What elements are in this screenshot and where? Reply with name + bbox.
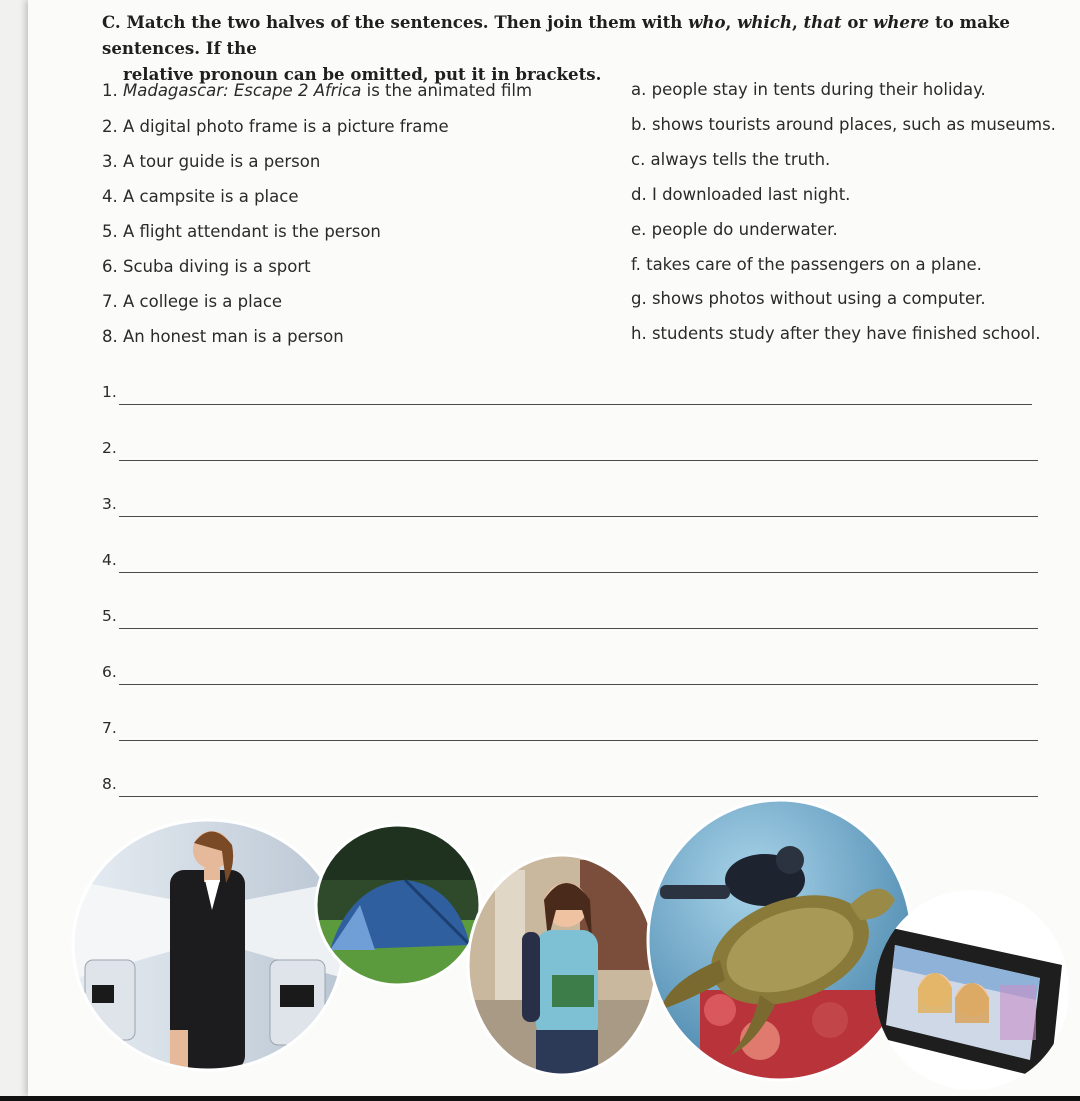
answer-number: 1. — [102, 383, 117, 401]
separator: or — [841, 12, 874, 32]
second-half-d: d. I downloaded last night. — [631, 185, 851, 204]
item-text: A college is a place — [117, 292, 283, 311]
answer-number: 4. — [102, 551, 117, 569]
answer-number: 5. — [102, 607, 117, 625]
answer-number: 8. — [102, 775, 117, 793]
item-text: Scuba diving is a sport — [117, 257, 311, 276]
item-number: 8. — [102, 327, 118, 346]
item-number: 4. — [102, 187, 118, 206]
item-text: A tour guide is a person — [117, 152, 321, 171]
exercise-letter: C. — [102, 12, 121, 32]
answer-number: 7. — [102, 719, 117, 737]
second-half-c: c. always tells the truth. — [631, 150, 831, 169]
second-half-g: g. shows photos without using a computer. — [631, 289, 986, 308]
instruction-text-2: to make sentences. If the — [102, 12, 1010, 58]
item-text: A digital photo frame is a picture frame — [117, 117, 449, 136]
item-text: is the animated film — [361, 81, 533, 100]
separator: , — [725, 12, 738, 32]
item-number: 6. — [102, 257, 118, 276]
second-half-b: b. shows tourists around places, such as museums. — [631, 115, 1056, 134]
item-number: 2. — [102, 117, 118, 136]
item-text: A campsite is a place — [117, 187, 299, 206]
pronoun-who: who — [688, 12, 726, 32]
item-number: 5. — [102, 222, 118, 241]
separator: , — [791, 12, 804, 32]
pronoun-which: which — [737, 12, 792, 32]
second-half-h: h. students study after they have finished school. — [631, 324, 1041, 343]
answer-number: 6. — [102, 663, 117, 681]
instruction-text-1: Match the two halves of the sentences. Then join them with — [126, 12, 689, 32]
second-half-e: e. people do underwater. — [631, 220, 838, 239]
answer-number: 2. — [102, 439, 117, 457]
flight-attendant-photo — [70, 815, 350, 1075]
item-text: An honest man is a person — [117, 327, 344, 346]
student-photo — [460, 850, 670, 1080]
item-number: 1. — [102, 81, 118, 100]
pronoun-that: that — [803, 12, 842, 32]
film-title: Madagascar: Escape 2 Africa — [123, 81, 362, 100]
item-number: 3. — [102, 152, 118, 171]
item-text: A flight attendant is the person — [117, 222, 381, 241]
second-half-a: a. people stay in tents during their holiday. — [631, 80, 986, 99]
item-number: 7. — [102, 292, 118, 311]
answer-number: 3. — [102, 495, 117, 513]
instruction-line-2: relative pronoun can be omitted, put it in brackets. — [123, 64, 602, 84]
second-half-f: f. takes care of the passengers on a plane. — [631, 255, 982, 274]
pronoun-where: where — [873, 12, 930, 32]
